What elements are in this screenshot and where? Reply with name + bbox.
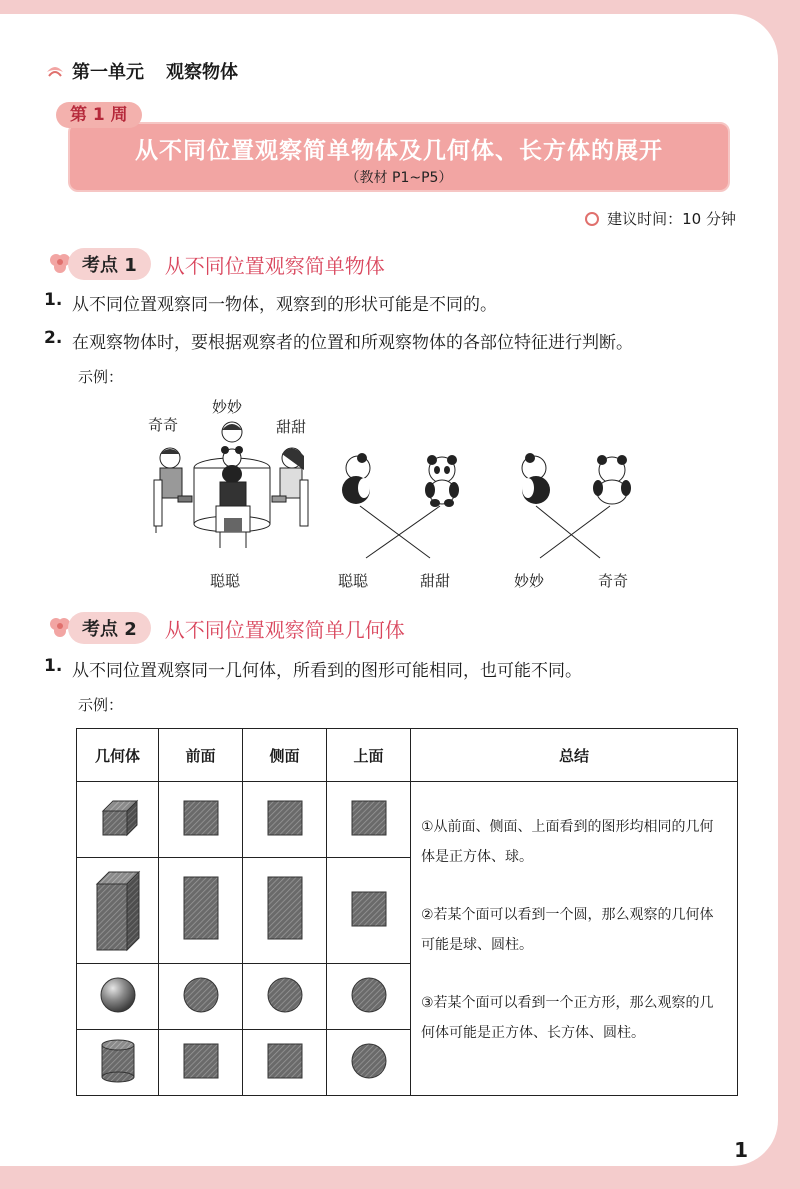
rectangle-view-icon	[181, 874, 221, 944]
header-top: 上面	[327, 729, 411, 782]
item-number: 1.	[44, 656, 63, 676]
kp1-title: 从不同位置观察简单物体	[164, 253, 385, 278]
item-text: 从不同位置观察同一物体，观察到的形状可能是不同的。	[72, 295, 497, 315]
cylinder-icon	[98, 1037, 138, 1085]
circle-view-icon	[349, 1041, 389, 1081]
square-view-icon	[265, 1041, 305, 1081]
header-solid: 几何体	[77, 729, 159, 782]
page-number: 1	[734, 1138, 748, 1162]
kp1-example-label: 示例：	[78, 368, 124, 386]
geometry-table	[76, 728, 738, 1096]
cube-icon	[93, 793, 143, 843]
clock-icon	[585, 212, 599, 226]
kp2-item-1	[44, 656, 582, 681]
label-tiantian: 甜甜	[276, 418, 307, 436]
square-view-icon	[349, 889, 389, 929]
suggested-time	[585, 208, 736, 229]
square-view-icon	[349, 798, 389, 838]
child-top	[222, 422, 242, 442]
kp2-example-label: 示例：	[78, 696, 124, 714]
week-tag: 第 1 周	[56, 102, 142, 128]
item-text: 在观察物体时，要根据观察者的位置和所观察物体的各部位特征进行判断。	[72, 333, 633, 353]
kp2-title: 从不同位置观察简单几何体	[164, 617, 405, 642]
child-bottom	[216, 482, 250, 548]
header-summary: 总结	[411, 729, 738, 782]
panda-side-left	[342, 453, 370, 504]
match-label-4: 奇奇	[598, 572, 629, 590]
week-subtitle: （教材 P1~P5）	[345, 170, 453, 186]
unit-topic: 观察物体	[166, 62, 238, 83]
table-row	[77, 782, 738, 858]
item-number: 2.	[44, 328, 63, 348]
suggested-time-text: 建议时间：10 分钟	[607, 210, 736, 228]
petal-icon	[44, 60, 66, 82]
square-view-icon	[181, 798, 221, 838]
circle-view-icon	[181, 975, 221, 1015]
label-qiqi: 奇奇	[148, 416, 179, 434]
square-view-icon	[265, 798, 305, 838]
child-right	[272, 448, 308, 526]
match-label-3: 妙妙	[514, 572, 545, 590]
child-left	[154, 448, 192, 533]
match-label-1: 聪聪	[338, 572, 369, 590]
item-number: 1.	[44, 290, 63, 310]
panda-side-right	[522, 453, 550, 504]
kp1-item-2	[44, 328, 633, 353]
item-text: 从不同位置观察同一几何体，所看到的图形可能相同，也可能不同。	[72, 661, 582, 681]
summary-3: ③若某个面可以看到一个正方形，那么观察的几何体可能是正方体、长方体、圆柱。	[421, 995, 714, 1041]
match-label-2: 甜甜	[420, 572, 451, 590]
week-banner	[68, 122, 730, 192]
panda-front	[425, 455, 459, 507]
rectangle-view-icon	[265, 874, 305, 944]
header-side: 侧面	[243, 729, 327, 782]
square-view-icon	[181, 1041, 221, 1081]
cuboid-icon	[91, 864, 145, 954]
summary-1: ①从前面、侧面、上面看到的图形均相同的几何体是正方体、球。	[421, 819, 714, 865]
sphere-icon	[98, 975, 138, 1015]
kp1-tag: 考点 1	[68, 248, 151, 280]
summary-2: ②若某个面可以看到一个圆，那么观察的几何体可能是球、圆柱。	[421, 907, 714, 953]
unit-header	[44, 58, 238, 84]
unit-label: 第一单元	[72, 62, 144, 83]
week-title: 从不同位置观察简单物体及几何体、长方体的展开	[135, 138, 663, 164]
circle-view-icon	[265, 975, 305, 1015]
panda-back	[593, 455, 631, 504]
summary-cell	[411, 782, 738, 1096]
label-congcong: 聪聪	[210, 572, 241, 590]
table-header-row	[77, 729, 738, 782]
header-front: 前面	[159, 729, 243, 782]
kp1-item-1	[44, 290, 497, 315]
observation-illustration	[140, 418, 640, 568]
kp1-header	[46, 248, 385, 280]
kp2-header	[46, 612, 405, 644]
kp2-tag: 考点 2	[68, 612, 151, 644]
circle-view-icon	[349, 975, 389, 1015]
label-miaomiao: 妙妙	[212, 398, 243, 416]
